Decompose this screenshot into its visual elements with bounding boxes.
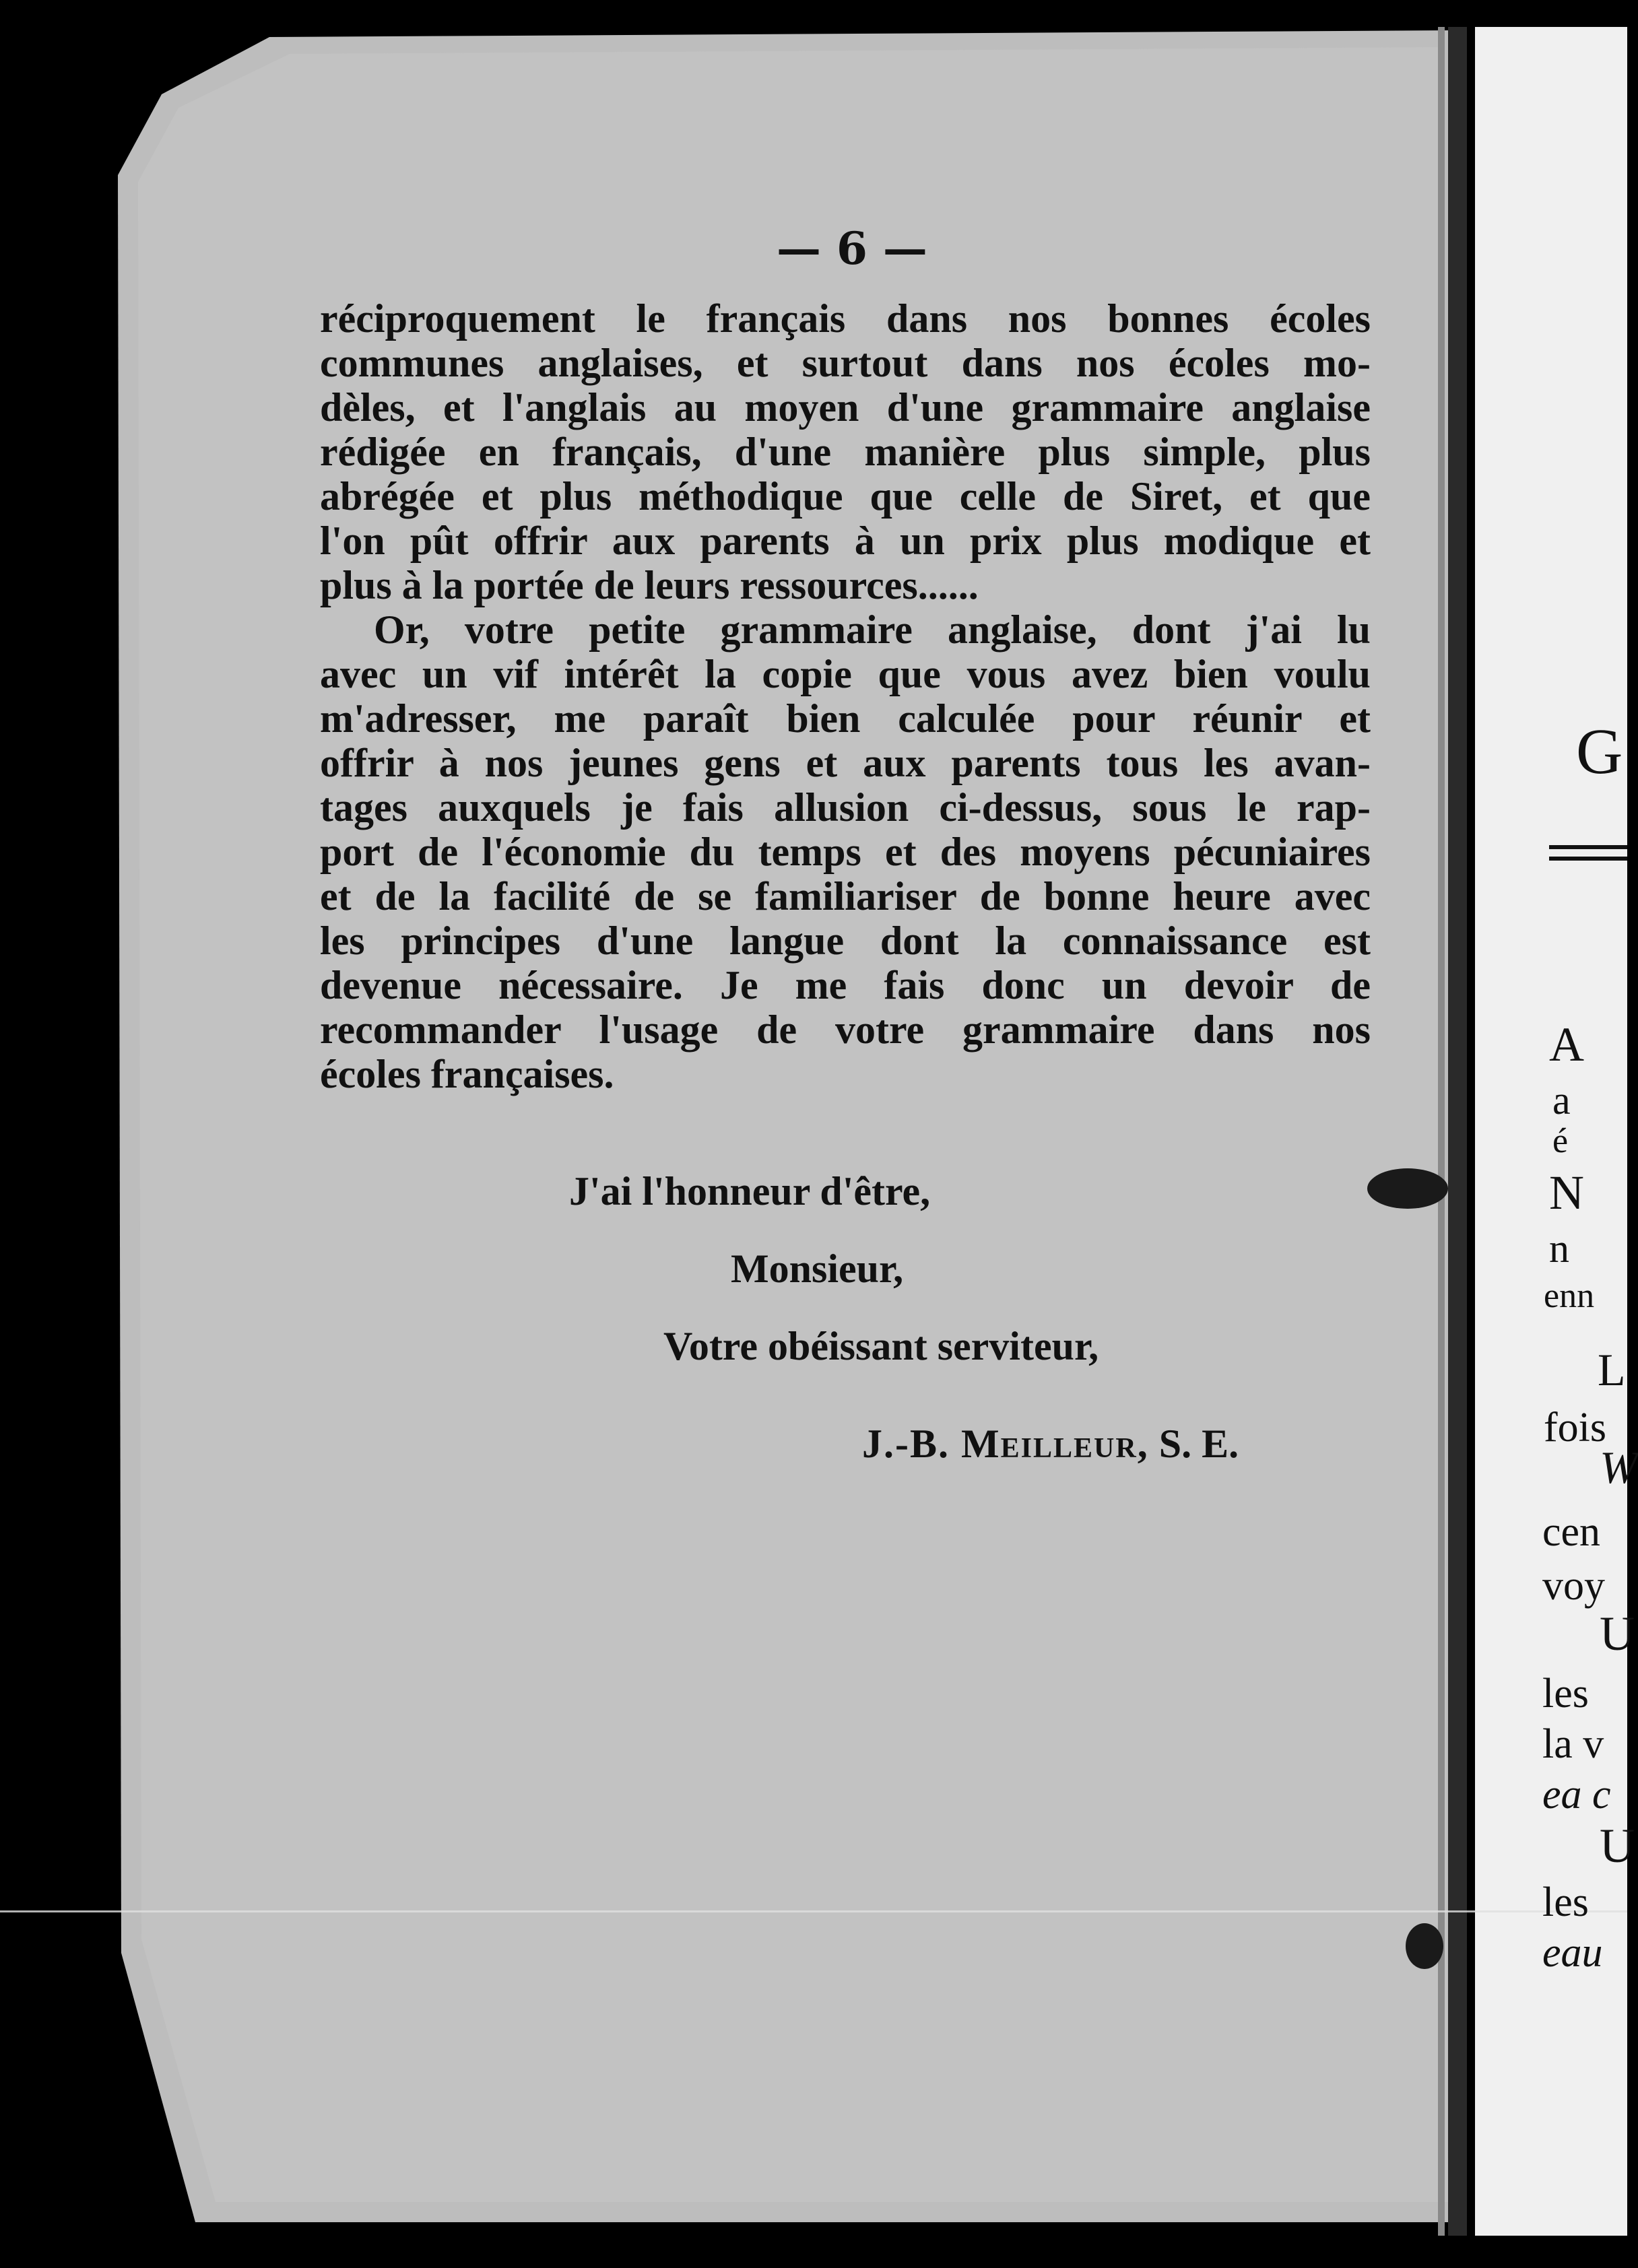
right-text-fragment: fois [1544,1405,1606,1450]
closing-address: Monsieur, [731,1246,904,1291]
signature-title: S. E. [1158,1422,1239,1466]
ink-blot [1367,1168,1448,1209]
right-text-fragment: les [1542,1879,1589,1925]
body-line: recommander l'usage de votre grammaire dans nos [320,1007,1371,1052]
right-text-fragment: les [1542,1671,1589,1716]
right-text-fragment: cen [1542,1509,1601,1555]
right-text-fragment: n [1549,1226,1569,1271]
page-spine [1448,27,1467,2236]
body-line: m'adresser, me paraît bien calculée pour réunir et [320,696,1371,741]
right-text-fragment: enn [1544,1277,1595,1315]
right-text-fragment: eau [1542,1930,1603,1976]
right-text-fragment: U [1600,1607,1635,1661]
body-line: rédigée en français, d'une manière plus simple, plus [320,430,1371,474]
ink-blot [1406,1923,1443,1969]
body-line: les principes d'une langue dont la connaissance est [320,919,1371,963]
page-number: — 6 — [777,222,927,275]
body-line: écoles françaises. [320,1052,614,1096]
body-line: port de l'économie du temps et des moyens pécuniaires [320,830,1371,874]
body-line: plus à la portée de leurs ressources...... [320,563,979,607]
body-line: communes anglaises, et surtout dans nos écoles mo- [320,341,1371,385]
body-line: devenue nécessaire. Je me fais donc un devoir de [320,963,1371,1007]
right-text-fragment: é [1552,1122,1569,1160]
body-line: abrégée et plus méthodique que celle de Siret, et que [320,474,1371,519]
closing-phrase: Votre obéissant serviteur, [663,1324,1099,1368]
body-line: l'on pût offrir aux parents à un prix plus modique et [320,519,1371,563]
heading-rule [1549,857,1627,861]
body-line: dèles, et l'anglais au moyen d'une grammaire anglaise [320,385,1371,430]
scan-artifact-line [0,1910,1627,1912]
body-line: et de la facilité de se familiariser de bonne heure avec [320,874,1371,919]
right-text-fragment: W [1600,1442,1638,1493]
page-spine-edge [1438,27,1445,2236]
body-line: réciproquement le français dans nos bonnes écoles [320,296,1371,341]
body-line: offrir à nos jeunes gens et aux parents tous les avan- [320,741,1371,785]
letter-body [320,296,1371,1096]
closing-salutation: J'ai l'honneur d'être, [569,1169,931,1213]
right-text-fragment: L [1598,1344,1626,1395]
right-text-fragment: a [1552,1078,1571,1123]
signature [862,1421,1239,1467]
right-text-fragment: ea c [1542,1772,1611,1817]
right-text-fragment: A [1549,1018,1584,1071]
right-text-fragment: U [1600,1819,1635,1873]
right-text-fragment: la v [1542,1721,1604,1767]
body-line: avec un vif intérêt la copie que vous avez bien voulu [320,652,1371,696]
body-line: Or, votre petite grammaire anglaise, dont j'ai lu [374,607,1371,652]
heading-rule [1549,845,1627,849]
right-heading-fragment: G [1576,715,1623,787]
right-text-fragment: voy [1542,1563,1605,1609]
body-line: tages auxquels je fais allusion ci-dessus, sous le rap- [320,785,1371,830]
signature-name: J.-B. Meilleur, [862,1422,1149,1466]
right-text-fragment: N [1549,1166,1584,1220]
